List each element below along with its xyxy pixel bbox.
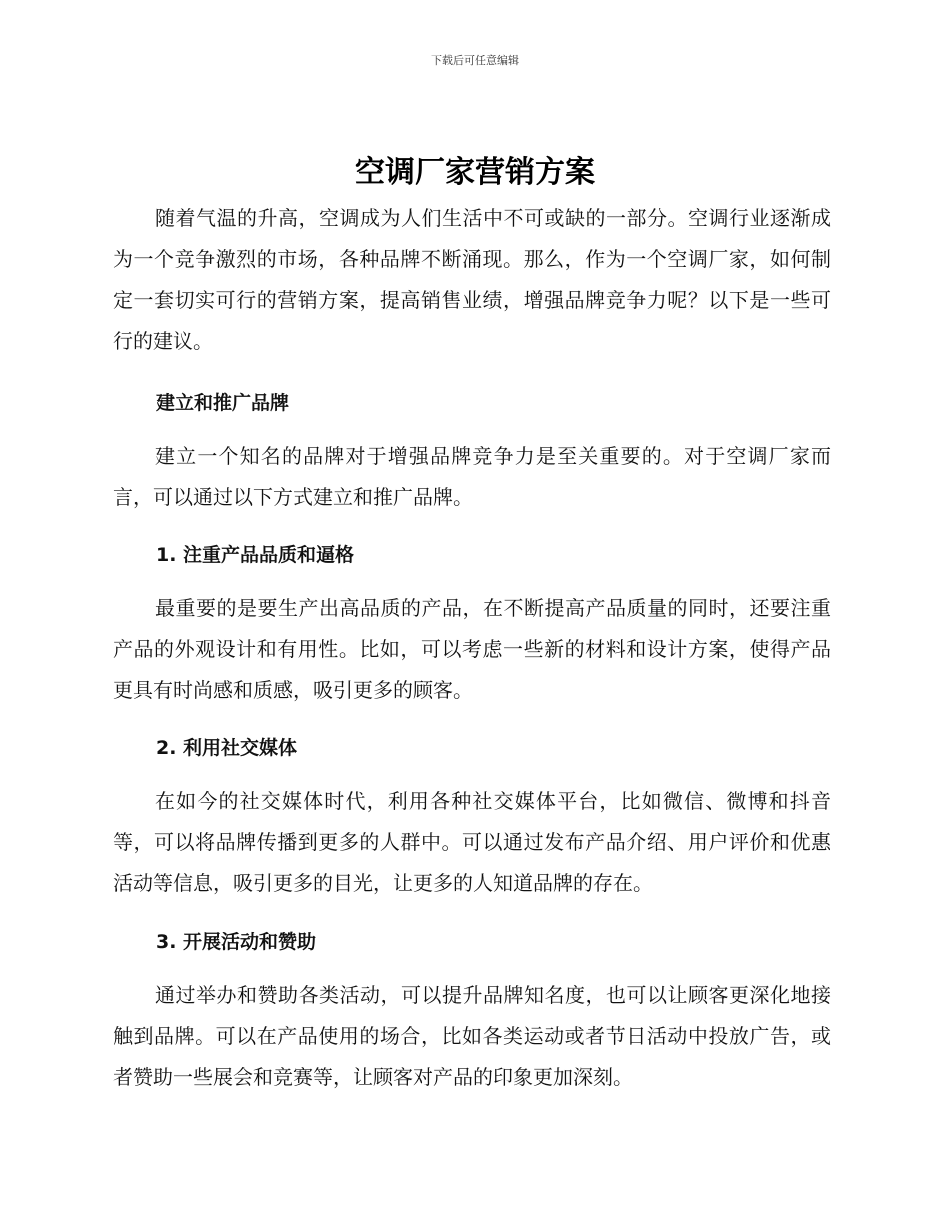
section-paragraph-brand: 建立一个知名的品牌对于增强品牌竞争力是至关重要的。对于空调厂家而言，可以通过以下方式建立和推广品牌。 [113,444,831,509]
intro-paragraph: 随着气温的升高，空调成为人们生活中不可或缺的一部分。空调行业逐渐成为一个竞争激烈的市场，各种品牌不断涌现。那么，作为一个空调厂家，如何制定一套切实可行的营销方案，提高销售业绩，增强品牌竞争力呢？以下是一些可行的建议。 [113,206,831,353]
section-heading-quality: 1. 注重产品品质和逼格 [156,544,355,566]
section-heading-events: 3. 开展活动和赞助 [156,931,317,953]
section-paragraph-social-media: 在如今的社交媒体时代，利用各种社交媒体平台，比如微信、微博和抖音等，可以将品牌传播到更多的人群中。可以通过发布产品介绍、用户评价和优惠活动等信息，吸引更多的目光，让更多的人知道品牌的存在。 [113,789,831,895]
document-title: 空调厂家营销方案 [355,155,595,190]
running-header: 下载后可任意编辑 [431,54,519,67]
section-paragraph-quality: 最重要的是要生产出高品质的产品，在不断提高产品质量的同时，还要注重产品的外观设计和有用性。比如，可以考虑一些新的材料和设计方案，使得产品更具有时尚感和质感，吸引更多的顾客。 [113,596,831,702]
section-heading-social-media: 2. 利用社交媒体 [156,737,298,759]
section-paragraph-events: 通过举办和赞助各类活动，可以提升品牌知名度，也可以让顾客更深化地接触到品牌。可以在产品使用的场合，比如各类运动或者节日活动中投放广告，或者赞助一些展会和竞赛等，让顾客对产品的印象更加深刻。 [113,983,831,1089]
section-heading-brand: 建立和推广品牌 [156,392,290,414]
